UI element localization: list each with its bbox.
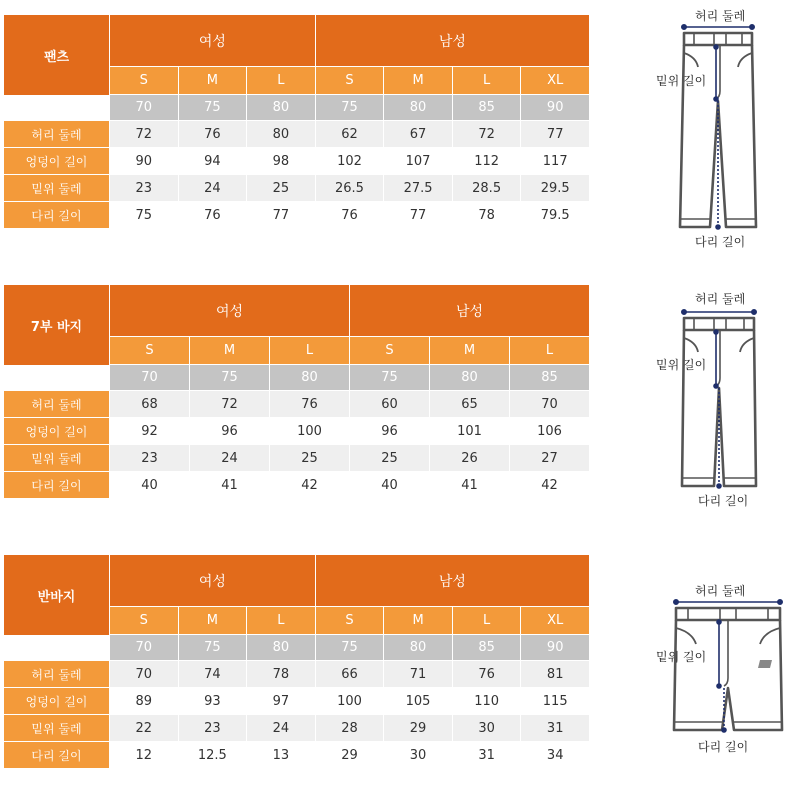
measure-value: 67: [384, 121, 452, 147]
measure-label: 다리 길이: [4, 472, 109, 498]
measure-value: 106: [537, 423, 562, 439]
size-number: 85: [510, 365, 589, 390]
measure-value: 28.5: [453, 175, 521, 201]
measure-value: 29: [341, 747, 358, 763]
size-number: 85: [453, 635, 521, 660]
measure-value: 22: [110, 715, 178, 741]
size-number: 75: [350, 365, 429, 390]
measure-value: 65: [430, 391, 509, 417]
size-label: L: [247, 607, 315, 634]
measure-label: 엉덩이 길이: [4, 418, 109, 444]
shorts-waist-label: 허리 둘레: [695, 584, 746, 598]
shorts-rise-label: 밑위 길이: [656, 650, 707, 664]
pants-size-table: [4, 15, 590, 229]
new-balance-logo-icon: [758, 660, 772, 668]
cropped-pants-size-table: [4, 285, 590, 499]
measure-value: 74: [179, 661, 247, 687]
measure-value: 76: [453, 661, 521, 687]
pants-leg-label: 다리 길이: [695, 235, 746, 249]
measure-value: 13: [272, 747, 290, 763]
size-number: 75: [179, 635, 247, 660]
measure-value: 30: [453, 715, 521, 741]
gender-header: 남성: [350, 285, 589, 336]
measure-value: 94: [204, 153, 221, 169]
pants-measure-diagram: [640, 5, 790, 255]
measure-label: 허리 둘레: [4, 391, 109, 417]
size-label: S: [350, 337, 429, 364]
size-number: 90: [521, 95, 589, 120]
size-label: S: [110, 337, 189, 364]
measure-value: 93: [204, 693, 221, 709]
measure-value: 71: [384, 661, 452, 687]
size-number: 90: [521, 635, 589, 660]
measure-value: 29: [384, 715, 452, 741]
size-label: S: [316, 607, 384, 634]
size-number: 85: [453, 95, 521, 120]
cropped-leg-label: 다리 길이: [698, 494, 749, 508]
measure-value: 27: [510, 445, 589, 471]
measure-value: 31: [521, 715, 589, 741]
measure-value: 25: [350, 445, 429, 471]
measure-value: 105: [405, 693, 431, 709]
size-label: S: [110, 67, 178, 94]
cropped-pants-outline-icon: [640, 288, 790, 493]
size-label: L: [247, 67, 315, 94]
measure-value: 60: [350, 391, 429, 417]
measure-value: 34: [546, 747, 564, 763]
measure-label: 허리 둘레: [4, 661, 109, 687]
size-number: 75: [179, 95, 247, 120]
measure-value: 31: [478, 747, 495, 763]
measure-value: 96: [221, 423, 238, 439]
measure-value: 42: [301, 477, 318, 493]
size-label: L: [270, 337, 349, 364]
measure-value: 110: [474, 693, 500, 709]
measure-value: 28: [316, 715, 384, 741]
size-label: XL: [521, 67, 589, 94]
measure-label: 밑위 둘레: [4, 175, 109, 201]
size-label: M: [179, 607, 247, 634]
size-label: M: [190, 337, 269, 364]
measure-value: 77: [272, 207, 290, 223]
cropped-rise-label: 밑위 길이: [656, 358, 707, 372]
size-label: S: [316, 67, 384, 94]
measure-value: 100: [337, 693, 362, 709]
pants-outline-icon: [640, 5, 790, 235]
measure-value: 29.5: [521, 175, 589, 201]
shorts-size-table: [4, 555, 590, 769]
table-title: 7부 바지: [4, 285, 109, 365]
measure-value: 40: [381, 477, 398, 493]
size-number: 70: [110, 95, 178, 120]
measure-label: 밑위 둘레: [4, 715, 109, 741]
size-label: M: [430, 337, 509, 364]
number-row-spacer: [4, 635, 109, 660]
size-number: 80: [384, 95, 452, 120]
measure-value: 76: [270, 391, 349, 417]
measure-value: 24: [247, 715, 315, 741]
measure-value: 102: [337, 153, 362, 169]
table-title: 팬츠: [4, 15, 109, 95]
measure-value: 25: [270, 445, 349, 471]
measure-value: 77: [409, 207, 427, 223]
gender-header: 여성: [110, 285, 349, 336]
measure-value: 98: [272, 153, 290, 169]
measure-value: 101: [457, 423, 482, 439]
pants-waist-label: 허리 둘레: [695, 9, 746, 23]
measure-value: 81: [521, 661, 589, 687]
measure-value: 26.5: [316, 175, 384, 201]
measure-value: 68: [110, 391, 189, 417]
measure-value: 75: [135, 207, 153, 223]
size-number: 75: [190, 365, 269, 390]
measure-value: 23: [110, 445, 189, 471]
number-row-spacer: [4, 365, 109, 390]
measure-value: 80: [247, 121, 315, 147]
measure-value: 96: [381, 423, 398, 439]
size-label: M: [384, 607, 452, 634]
measure-label: 다리 길이: [4, 742, 109, 768]
measure-label: 다리 길이: [4, 202, 109, 228]
size-label: L: [453, 607, 521, 634]
size-number: 80: [384, 635, 452, 660]
measure-label: 엉덩이 길이: [4, 688, 109, 714]
measure-value: 76: [341, 207, 358, 223]
size-number: 80: [247, 95, 315, 120]
measure-value: 97: [272, 693, 290, 709]
measure-value: 26: [430, 445, 509, 471]
measure-value: 24: [190, 445, 269, 471]
size-label: L: [453, 67, 521, 94]
measure-value: 70: [110, 661, 178, 687]
measure-value: 24: [179, 175, 247, 201]
size-number: 70: [110, 365, 189, 390]
measure-value: 76: [179, 121, 247, 147]
measure-value: 78: [478, 207, 495, 223]
size-number: 80: [270, 365, 349, 390]
measure-value: 27.5: [384, 175, 452, 201]
pants-rise-label: 밑위 길이: [656, 74, 707, 88]
size-label: L: [510, 337, 589, 364]
measure-value: 41: [221, 477, 238, 493]
measure-value: 112: [474, 153, 500, 169]
size-number: 70: [110, 635, 178, 660]
measure-value: 79.5: [540, 207, 570, 223]
measure-value: 115: [542, 693, 568, 709]
size-label: XL: [521, 607, 589, 634]
gender-header: 여성: [110, 555, 315, 606]
measure-value: 90: [135, 153, 153, 169]
measure-label: 밑위 둘레: [4, 445, 109, 471]
shorts-leg-label: 다리 길이: [698, 740, 749, 754]
shorts-outline-icon: [640, 582, 790, 742]
shorts-measure-diagram: [640, 582, 790, 762]
measure-value: 107: [405, 153, 431, 169]
measure-value: 30: [409, 747, 427, 763]
measure-value: 78: [247, 661, 315, 687]
measure-value: 23: [110, 175, 178, 201]
size-number: 80: [430, 365, 509, 390]
cropped-waist-label: 허리 둘레: [695, 292, 746, 306]
measure-value: 66: [316, 661, 384, 687]
measure-value: 41: [461, 477, 478, 493]
cropped-pants-measure-diagram: [640, 288, 790, 513]
measure-value: 117: [542, 153, 568, 169]
table-title: 반바지: [4, 555, 109, 635]
measure-value: 72: [453, 121, 521, 147]
size-number: 75: [316, 635, 384, 660]
measure-label: 엉덩이 길이: [4, 148, 109, 174]
gender-header: 여성: [110, 15, 315, 66]
size-label: S: [110, 607, 178, 634]
size-label: M: [384, 67, 452, 94]
gender-header: 남성: [316, 555, 589, 606]
measure-value: 92: [141, 423, 158, 439]
measure-value: 100: [297, 423, 322, 439]
measure-value: 25: [247, 175, 315, 201]
number-row-spacer: [4, 95, 109, 120]
measure-value: 12.5: [197, 747, 227, 763]
size-label: M: [179, 67, 247, 94]
measure-value: 72: [190, 391, 269, 417]
measure-value: 76: [204, 207, 221, 223]
measure-value: 62: [316, 121, 384, 147]
size-number: 75: [316, 95, 384, 120]
measure-value: 89: [135, 693, 153, 709]
measure-value: 40: [141, 477, 158, 493]
measure-value: 12: [135, 747, 153, 763]
measure-value: 70: [510, 391, 589, 417]
measure-label: 허리 둘레: [4, 121, 109, 147]
measure-value: 23: [179, 715, 247, 741]
gender-header: 남성: [316, 15, 589, 66]
size-number: 80: [247, 635, 315, 660]
measure-value: 77: [521, 121, 589, 147]
measure-value: 42: [541, 477, 558, 493]
measure-value: 72: [110, 121, 178, 147]
